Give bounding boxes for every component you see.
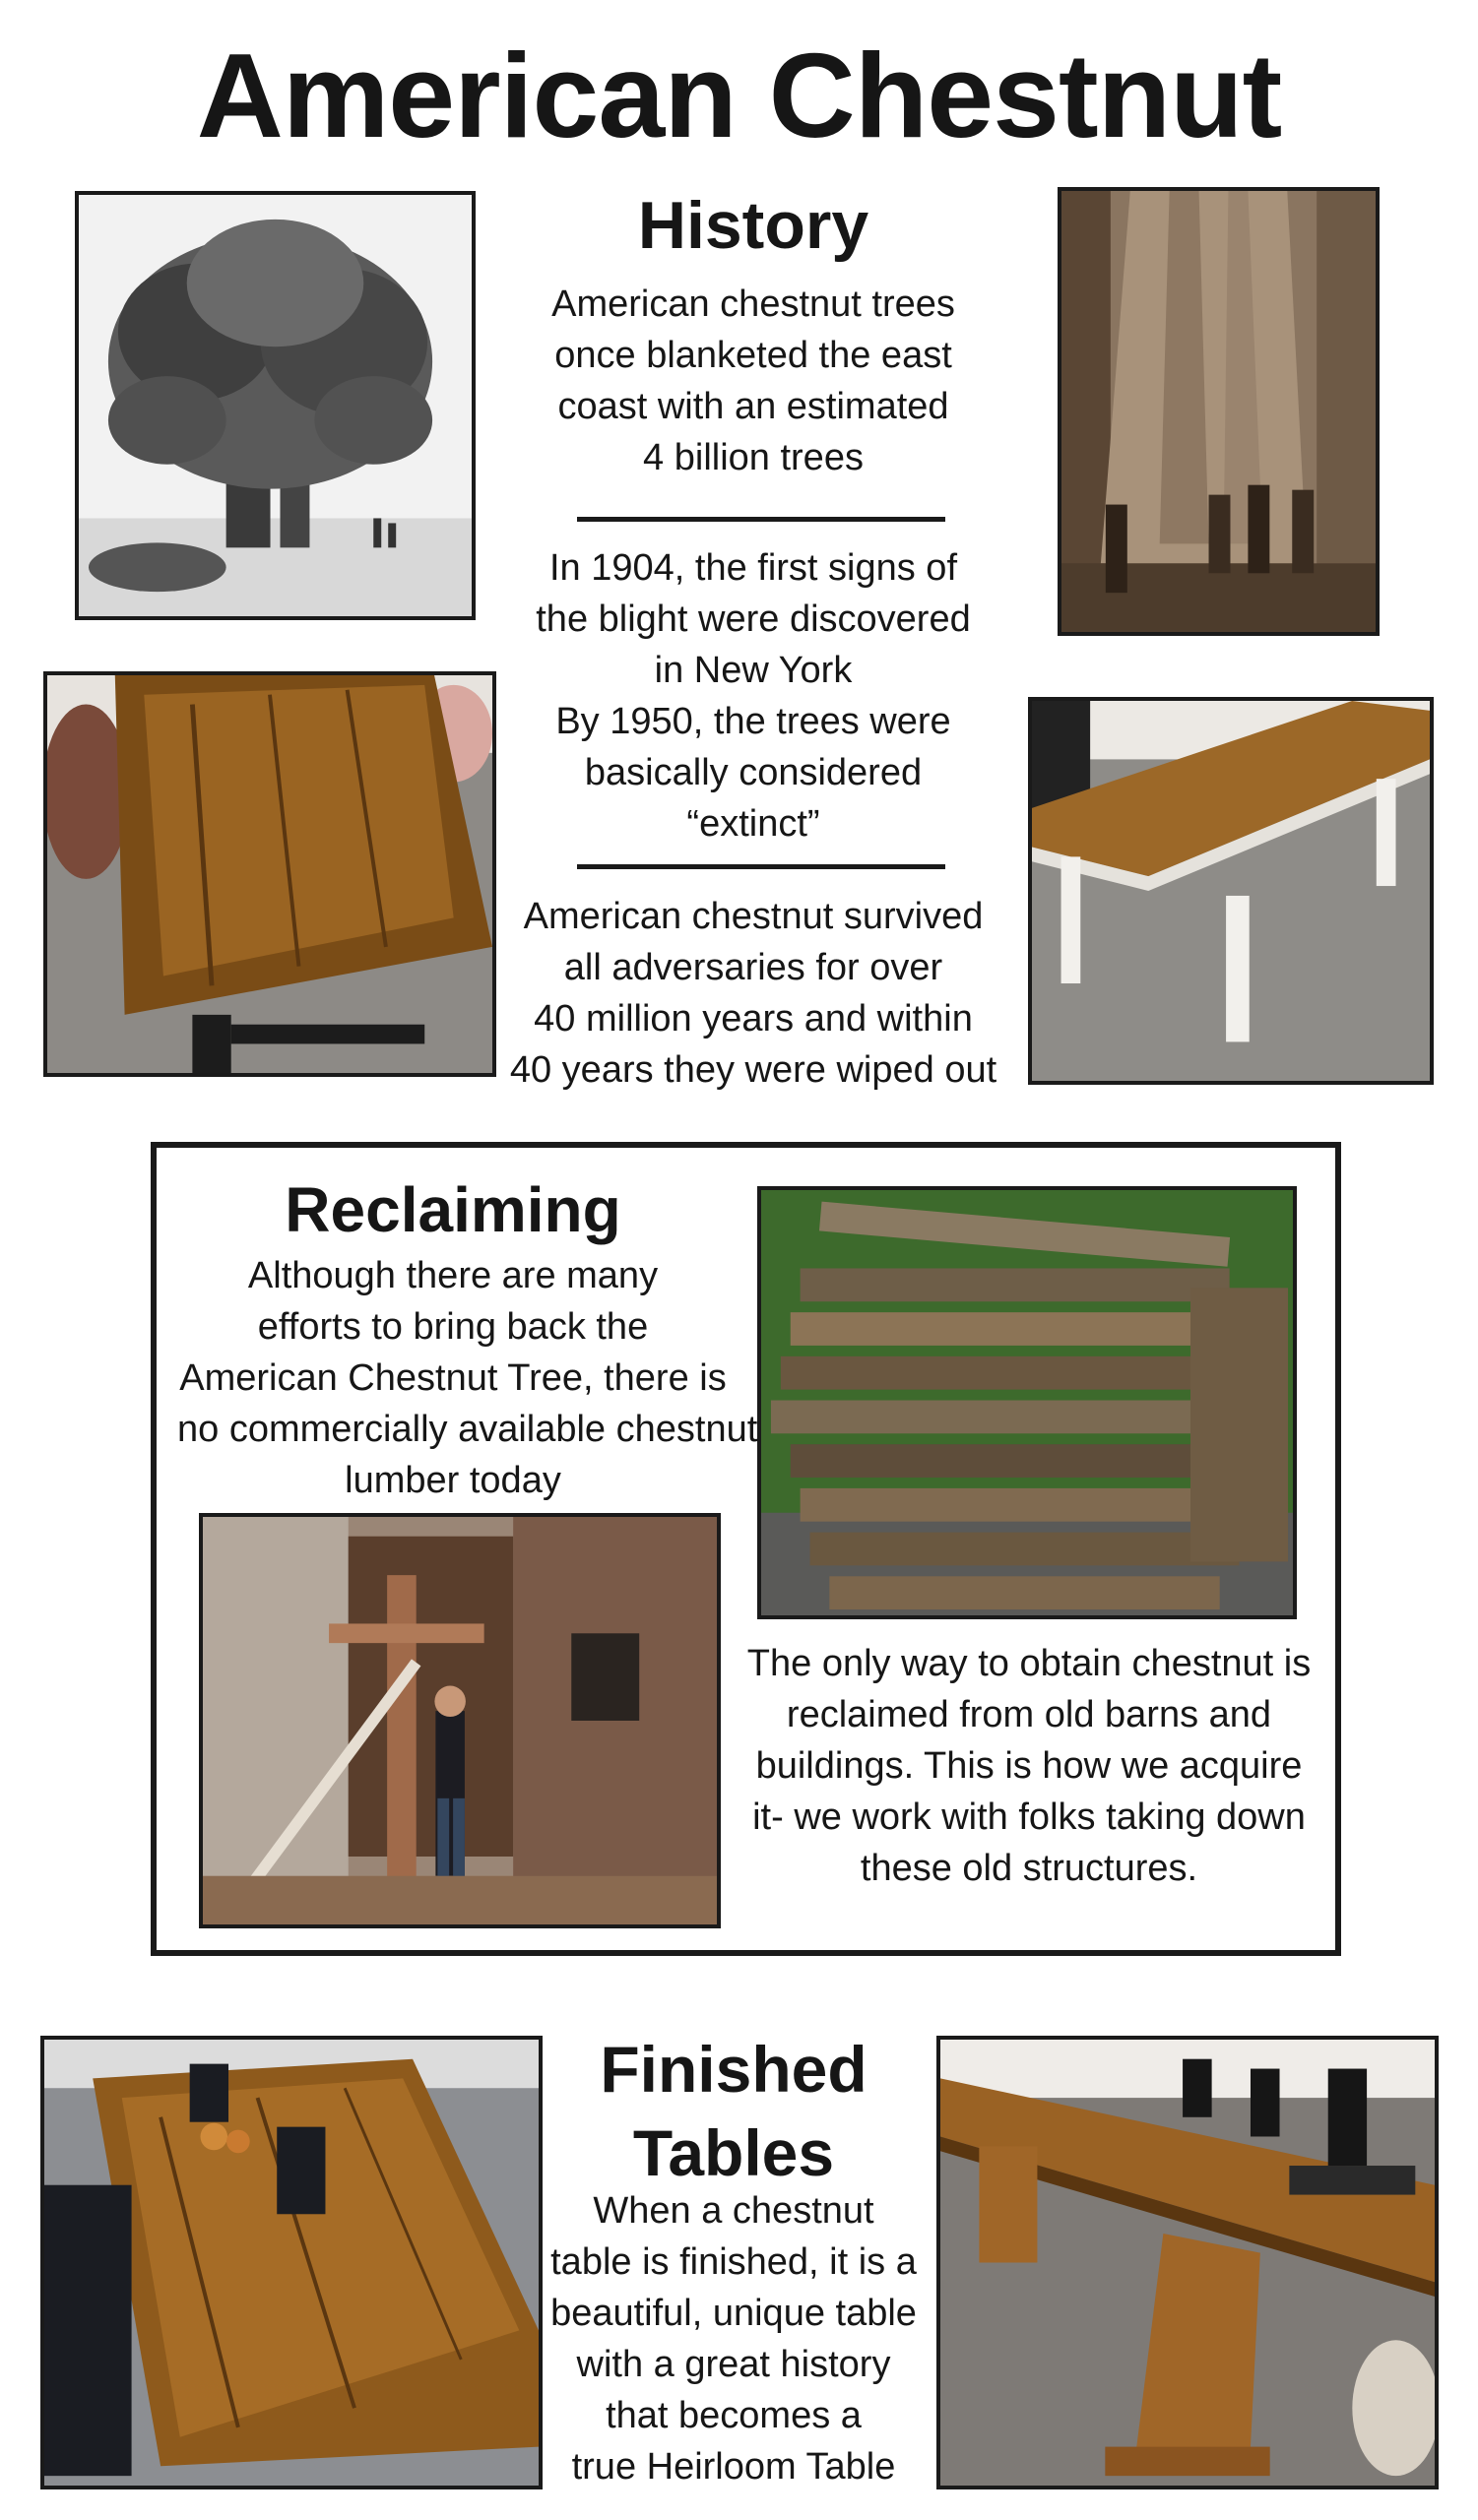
text-line: with a great history: [576, 2344, 891, 2385]
farmhouse-table-photo: [1028, 697, 1434, 1085]
text-line: no commercially available chestnut: [177, 1409, 758, 1450]
text-line: in New York: [654, 650, 853, 691]
finished-tables-heading-line-1: Finished: [600, 2033, 868, 2106]
text-line: true Heirloom Table: [571, 2446, 896, 2488]
text-line: In 1904, the first signs of: [548, 547, 957, 589]
finished-trestle-table-photo: [936, 2036, 1439, 2489]
text-line: lumber today: [345, 1460, 561, 1501]
text-line: 40 years they were wiped out: [509, 1049, 997, 1091]
text-line: it- we work with folks taking down: [752, 1796, 1306, 1838]
text-line: reclaimed from old barns and: [786, 1694, 1272, 1735]
text-line: coast with an estimated: [557, 386, 949, 427]
text-line: By 1950, the trees were: [555, 701, 951, 742]
text-line: When a chestnut: [593, 2190, 874, 2232]
reclaiming-paragraph-2: [734, 1638, 1324, 1894]
old-barn-teardown-photo: [199, 1513, 721, 1928]
text-line: “extinct”: [686, 803, 820, 845]
text-line: Although there are many: [247, 1255, 659, 1296]
history-paragraph-2: [492, 542, 1014, 850]
text-line: once blanketed the east: [554, 335, 952, 376]
text-line: all adversaries for over: [563, 947, 943, 988]
history-paragraph-1: [492, 279, 1014, 483]
page-title: American Chestnut: [196, 29, 1282, 162]
text-line: buildings. This is how we acquire: [755, 1745, 1303, 1787]
finished-table-dining-photo: [40, 2036, 543, 2489]
finished-tables-heading-line-2: Tables: [632, 2116, 835, 2189]
text-line: 4 billion trees: [643, 437, 864, 478]
text-line: table is finished, it is a: [550, 2241, 917, 2283]
text-line: basically considered: [584, 752, 923, 793]
divider: [577, 864, 945, 869]
reclaiming-heading: Reclaiming: [285, 1174, 621, 1245]
history-heading: History: [637, 188, 869, 263]
history-paragraph-3: [492, 891, 1014, 1096]
text-line: 40 million years and within: [534, 998, 973, 1040]
chestnut-tabletop-photo: [43, 671, 496, 1077]
tree-engraving-image: [75, 191, 476, 620]
text-line: that becomes a: [606, 2395, 862, 2436]
giant-chestnut-trunk-photo: [1058, 187, 1380, 636]
reclaimed-beam-stack-photo: [757, 1186, 1297, 1619]
text-line: the blight were discovered: [536, 598, 971, 640]
text-line: American Chestnut Tree, there is: [179, 1357, 727, 1399]
divider: [577, 517, 945, 522]
text-line: beautiful, unique table: [550, 2293, 917, 2334]
text-line: American chestnut survived: [523, 896, 984, 937]
reclaiming-paragraph-1: [177, 1250, 758, 1506]
finished-tables-paragraph: [546, 2185, 921, 2492]
text-line: The only way to obtain chestnut is: [746, 1643, 1312, 1684]
text-line: American chestnut trees: [551, 284, 955, 325]
text-line: these old structures.: [860, 1848, 1198, 1889]
text-line: efforts to bring back the: [257, 1306, 649, 1348]
